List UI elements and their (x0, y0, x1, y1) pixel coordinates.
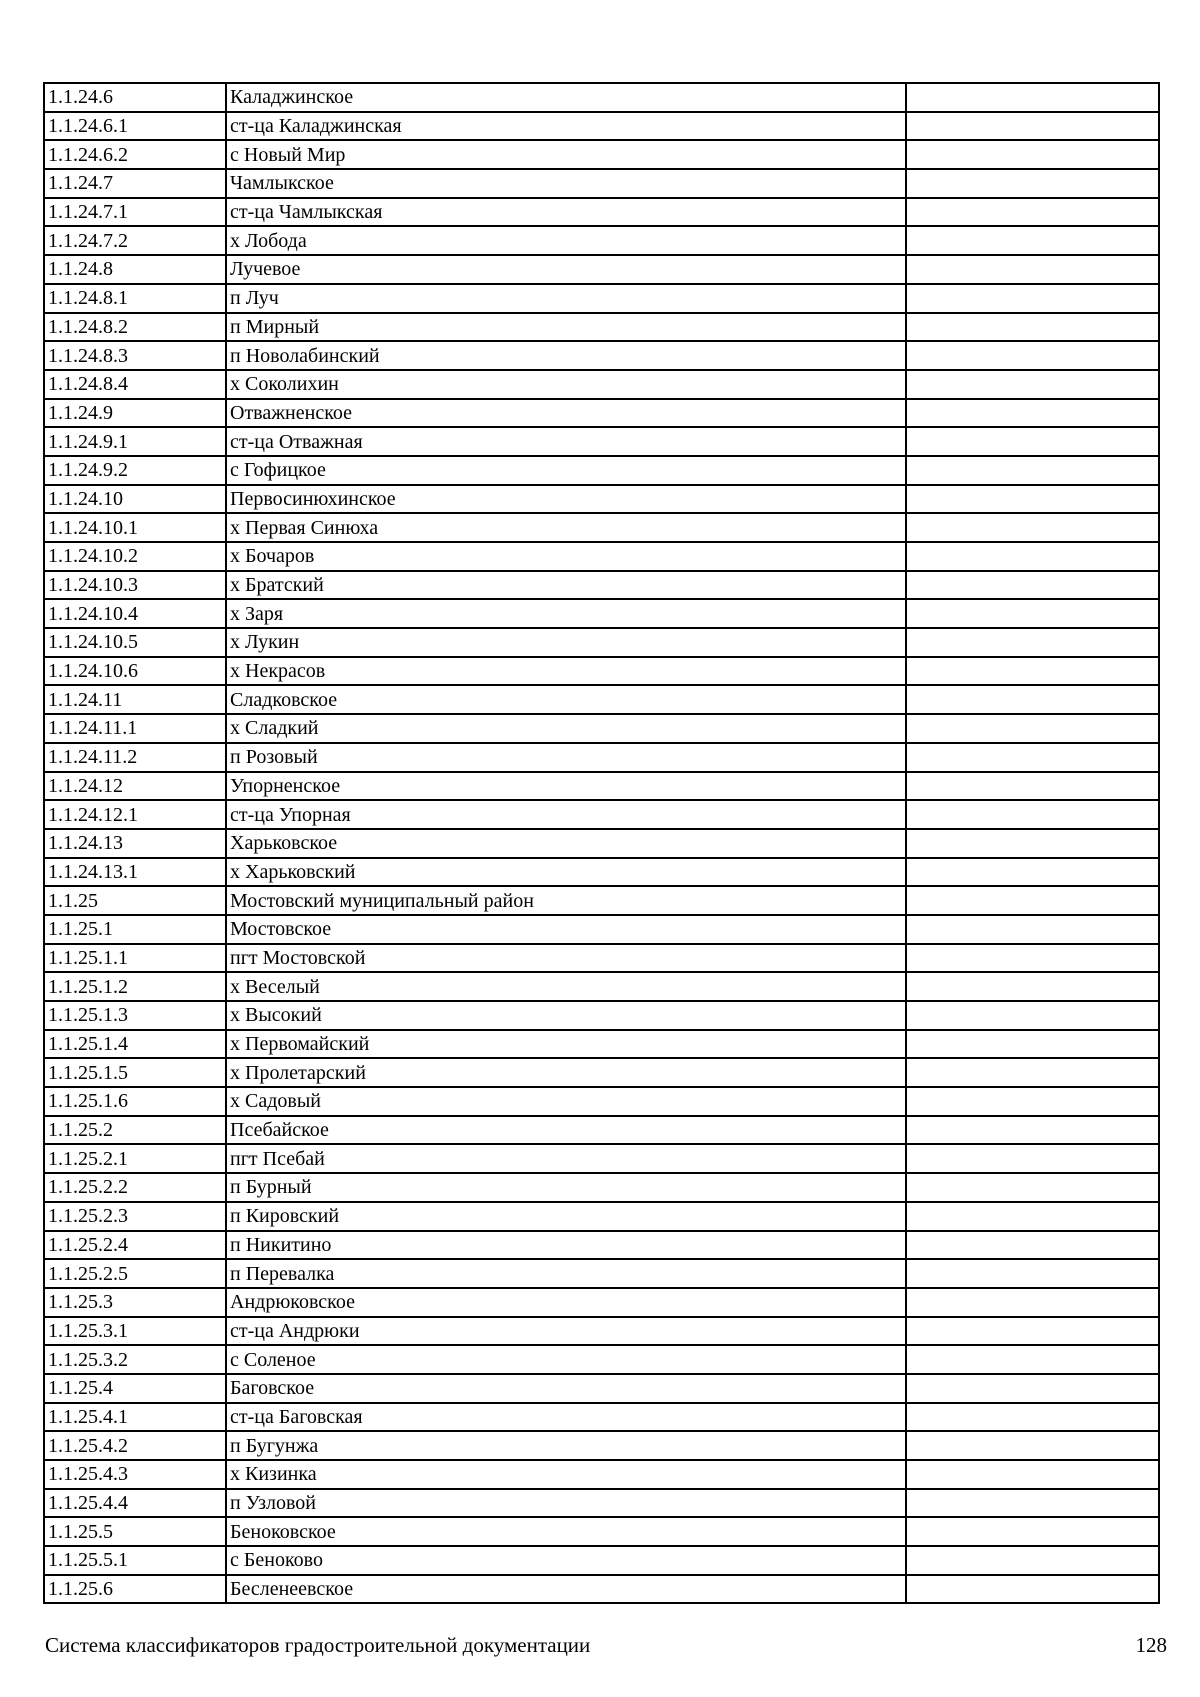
value-cell (906, 800, 1159, 829)
value-cell (906, 1144, 1159, 1173)
table-row (44, 83, 1159, 112)
name-cell: ст-ца Чамлыкская (226, 198, 906, 227)
code-cell: 1.1.25.2.3 (44, 1202, 226, 1231)
classifier-table-body (44, 83, 1159, 1603)
name-cell: пгт Мостовской (226, 944, 906, 973)
value-cell (906, 886, 1159, 915)
name-cell: Каладжинское (226, 83, 906, 112)
code-cell: 1.1.24.11.1 (44, 714, 226, 743)
name-cell: Чамлыкское (226, 169, 906, 198)
code-cell: 1.1.24.10.3 (44, 571, 226, 600)
value-cell (906, 714, 1159, 743)
name-cell: с Новый Мир (226, 140, 906, 169)
value-cell (906, 112, 1159, 141)
value-cell (906, 1001, 1159, 1030)
table-row (44, 399, 1159, 428)
table-row (44, 800, 1159, 829)
code-cell: 1.1.24.11 (44, 685, 226, 714)
name-cell: х Первомайский (226, 1030, 906, 1059)
page-footer (45, 1633, 1167, 1658)
name-cell: п Кировский (226, 1202, 906, 1231)
value-cell (906, 1431, 1159, 1460)
name-cell: Беноковское (226, 1517, 906, 1546)
value-cell (906, 944, 1159, 973)
name-cell: Сладковское (226, 685, 906, 714)
code-cell: 1.1.24.6.2 (44, 140, 226, 169)
name-cell: с Беноково (226, 1546, 906, 1575)
code-cell: 1.1.24.10.5 (44, 628, 226, 657)
table-row (44, 1030, 1159, 1059)
code-cell: 1.1.25.4.3 (44, 1460, 226, 1489)
table-row (44, 485, 1159, 514)
name-cell: Мостовский муниципальный район (226, 886, 906, 915)
table-row (44, 1575, 1159, 1604)
value-cell (906, 1403, 1159, 1432)
name-cell: х Бочаров (226, 542, 906, 571)
table-row (44, 1087, 1159, 1116)
name-cell: п Бугунжа (226, 1431, 906, 1460)
code-cell: 1.1.25 (44, 886, 226, 915)
code-cell: 1.1.24.13 (44, 829, 226, 858)
value-cell (906, 226, 1159, 255)
value-cell (906, 1345, 1159, 1374)
name-cell: Упорненское (226, 772, 906, 801)
table-row (44, 829, 1159, 858)
name-cell: Бесленеевское (226, 1575, 906, 1604)
value-cell (906, 1288, 1159, 1317)
name-cell: х Сладкий (226, 714, 906, 743)
table-row (44, 915, 1159, 944)
name-cell: х Кизинка (226, 1460, 906, 1489)
value-cell (906, 399, 1159, 428)
value-cell (906, 83, 1159, 112)
table-row (44, 169, 1159, 198)
page-number: 128 (1135, 1633, 1167, 1657)
code-cell: 1.1.25.2.5 (44, 1259, 226, 1288)
code-cell: 1.1.25.1.1 (44, 944, 226, 973)
table-row (44, 772, 1159, 801)
name-cell: п Узловой (226, 1489, 906, 1518)
name-cell: Отважненское (226, 399, 906, 428)
code-cell: 1.1.25.1.5 (44, 1058, 226, 1087)
table-row (44, 886, 1159, 915)
table-row (44, 599, 1159, 628)
table-row (44, 1546, 1159, 1575)
value-cell (906, 341, 1159, 370)
name-cell: х Соколихин (226, 370, 906, 399)
value-cell (906, 772, 1159, 801)
name-cell: пгт Псебай (226, 1144, 906, 1173)
code-cell: 1.1.24.10.6 (44, 657, 226, 686)
code-cell: 1.1.24.11.2 (44, 743, 226, 772)
code-cell: 1.1.25.4.1 (44, 1403, 226, 1432)
code-cell: 1.1.25.4.4 (44, 1489, 226, 1518)
value-cell (906, 370, 1159, 399)
table-row (44, 1001, 1159, 1030)
value-cell (906, 858, 1159, 887)
code-cell: 1.1.24.7 (44, 169, 226, 198)
name-cell: ст-ца Каладжинская (226, 112, 906, 141)
value-cell (906, 456, 1159, 485)
value-cell (906, 1087, 1159, 1116)
name-cell: п Бурный (226, 1173, 906, 1202)
table-row (44, 255, 1159, 284)
table-row (44, 972, 1159, 1001)
name-cell: Мостовское (226, 915, 906, 944)
code-cell: 1.1.24.10.1 (44, 513, 226, 542)
value-cell (906, 485, 1159, 514)
classifier-table (43, 82, 1160, 1604)
value-cell (906, 1116, 1159, 1145)
code-cell: 1.1.25.2.4 (44, 1231, 226, 1260)
code-cell: 1.1.24.8 (44, 255, 226, 284)
code-cell: 1.1.24.9 (44, 399, 226, 428)
name-cell: ст-ца Упорная (226, 800, 906, 829)
code-cell: 1.1.24.7.2 (44, 226, 226, 255)
code-cell: 1.1.24.10.4 (44, 599, 226, 628)
name-cell: х Садовый (226, 1087, 906, 1116)
name-cell: п Мирный (226, 313, 906, 342)
table-row (44, 858, 1159, 887)
name-cell: с Гофицкое (226, 456, 906, 485)
value-cell (906, 829, 1159, 858)
table-row (44, 743, 1159, 772)
code-cell: 1.1.25.2 (44, 1116, 226, 1145)
value-cell (906, 169, 1159, 198)
code-cell: 1.1.24.9.1 (44, 427, 226, 456)
value-cell (906, 1546, 1159, 1575)
value-cell (906, 1575, 1159, 1604)
value-cell (906, 1173, 1159, 1202)
value-cell (906, 657, 1159, 686)
value-cell (906, 685, 1159, 714)
name-cell: х Заря (226, 599, 906, 628)
value-cell (906, 513, 1159, 542)
table-row (44, 313, 1159, 342)
code-cell: 1.1.25.2.2 (44, 1173, 226, 1202)
table-row (44, 1489, 1159, 1518)
value-cell (906, 284, 1159, 313)
table-row (44, 284, 1159, 313)
table-row (44, 1231, 1159, 1260)
table-row (44, 1288, 1159, 1317)
table-row (44, 1202, 1159, 1231)
value-cell (906, 1489, 1159, 1518)
value-cell (906, 599, 1159, 628)
name-cell: Харьковское (226, 829, 906, 858)
table-row (44, 1345, 1159, 1374)
code-cell: 1.1.24.6 (44, 83, 226, 112)
value-cell (906, 1460, 1159, 1489)
table-row (44, 1517, 1159, 1546)
table-row (44, 714, 1159, 743)
value-cell (906, 628, 1159, 657)
name-cell: ст-ца Баговская (226, 1403, 906, 1432)
table-row (44, 456, 1159, 485)
table-row (44, 226, 1159, 255)
name-cell: х Пролетарский (226, 1058, 906, 1087)
value-cell (906, 1517, 1159, 1546)
name-cell: п Новолабинский (226, 341, 906, 370)
name-cell: п Розовый (226, 743, 906, 772)
table-row (44, 1259, 1159, 1288)
value-cell (906, 427, 1159, 456)
table-row (44, 542, 1159, 571)
table-row (44, 341, 1159, 370)
code-cell: 1.1.24.8.4 (44, 370, 226, 399)
name-cell: Баговское (226, 1374, 906, 1403)
table-row (44, 427, 1159, 456)
code-cell: 1.1.24.12.1 (44, 800, 226, 829)
value-cell (906, 198, 1159, 227)
code-cell: 1.1.25.6 (44, 1575, 226, 1604)
table-row (44, 1144, 1159, 1173)
value-cell (906, 1030, 1159, 1059)
value-cell (906, 313, 1159, 342)
table-row (44, 1173, 1159, 1202)
code-cell: 1.1.24.13.1 (44, 858, 226, 887)
table-row (44, 1403, 1159, 1432)
value-cell (906, 571, 1159, 600)
table-row (44, 112, 1159, 141)
name-cell: х Веселый (226, 972, 906, 1001)
name-cell: ст-ца Андрюки (226, 1317, 906, 1346)
code-cell: 1.1.25.1.4 (44, 1030, 226, 1059)
name-cell: х Лукин (226, 628, 906, 657)
name-cell: ст-ца Отважная (226, 427, 906, 456)
code-cell: 1.1.24.6.1 (44, 112, 226, 141)
code-cell: 1.1.24.9.2 (44, 456, 226, 485)
code-cell: 1.1.25.5 (44, 1517, 226, 1546)
name-cell: п Луч (226, 284, 906, 313)
value-cell (906, 255, 1159, 284)
name-cell: Псебайское (226, 1116, 906, 1145)
table-row (44, 944, 1159, 973)
table-row (44, 140, 1159, 169)
name-cell: п Никитино (226, 1231, 906, 1260)
name-cell: х Харьковский (226, 858, 906, 887)
code-cell: 1.1.24.10 (44, 485, 226, 514)
code-cell: 1.1.24.8.1 (44, 284, 226, 313)
footer-title: Система классификаторов градостроительной документации (45, 1633, 591, 1657)
name-cell: х Высокий (226, 1001, 906, 1030)
name-cell: Андрюковское (226, 1288, 906, 1317)
name-cell: п Перевалка (226, 1259, 906, 1288)
table-row (44, 1317, 1159, 1346)
table-row (44, 571, 1159, 600)
value-cell (906, 1374, 1159, 1403)
value-cell (906, 1231, 1159, 1260)
name-cell: Лучевое (226, 255, 906, 284)
code-cell: 1.1.25.4 (44, 1374, 226, 1403)
code-cell: 1.1.24.12 (44, 772, 226, 801)
name-cell: х Первая Синюха (226, 513, 906, 542)
table-row (44, 198, 1159, 227)
value-cell (906, 1058, 1159, 1087)
table-row (44, 628, 1159, 657)
value-cell (906, 972, 1159, 1001)
table-row (44, 1431, 1159, 1460)
code-cell: 1.1.25.5.1 (44, 1546, 226, 1575)
value-cell (906, 140, 1159, 169)
value-cell (906, 1317, 1159, 1346)
code-cell: 1.1.25.2.1 (44, 1144, 226, 1173)
name-cell: х Некрасов (226, 657, 906, 686)
value-cell (906, 542, 1159, 571)
value-cell (906, 1259, 1159, 1288)
table-row (44, 370, 1159, 399)
code-cell: 1.1.25.3 (44, 1288, 226, 1317)
table-row (44, 513, 1159, 542)
code-cell: 1.1.25.1.3 (44, 1001, 226, 1030)
code-cell: 1.1.24.7.1 (44, 198, 226, 227)
code-cell: 1.1.25.3.2 (44, 1345, 226, 1374)
table-row (44, 657, 1159, 686)
code-cell: 1.1.25.1 (44, 915, 226, 944)
table-row (44, 1058, 1159, 1087)
value-cell (906, 915, 1159, 944)
code-cell: 1.1.25.1.2 (44, 972, 226, 1001)
code-cell: 1.1.24.10.2 (44, 542, 226, 571)
code-cell: 1.1.24.8.3 (44, 341, 226, 370)
name-cell: х Лобода (226, 226, 906, 255)
code-cell: 1.1.25.3.1 (44, 1317, 226, 1346)
table-row (44, 1116, 1159, 1145)
table-row (44, 685, 1159, 714)
value-cell (906, 743, 1159, 772)
name-cell: с Соленое (226, 1345, 906, 1374)
code-cell: 1.1.25.1.6 (44, 1087, 226, 1116)
name-cell: Первосинюхинское (226, 485, 906, 514)
table-row (44, 1460, 1159, 1489)
code-cell: 1.1.24.8.2 (44, 313, 226, 342)
value-cell (906, 1202, 1159, 1231)
code-cell: 1.1.25.4.2 (44, 1431, 226, 1460)
name-cell: х Братский (226, 571, 906, 600)
table-row (44, 1374, 1159, 1403)
